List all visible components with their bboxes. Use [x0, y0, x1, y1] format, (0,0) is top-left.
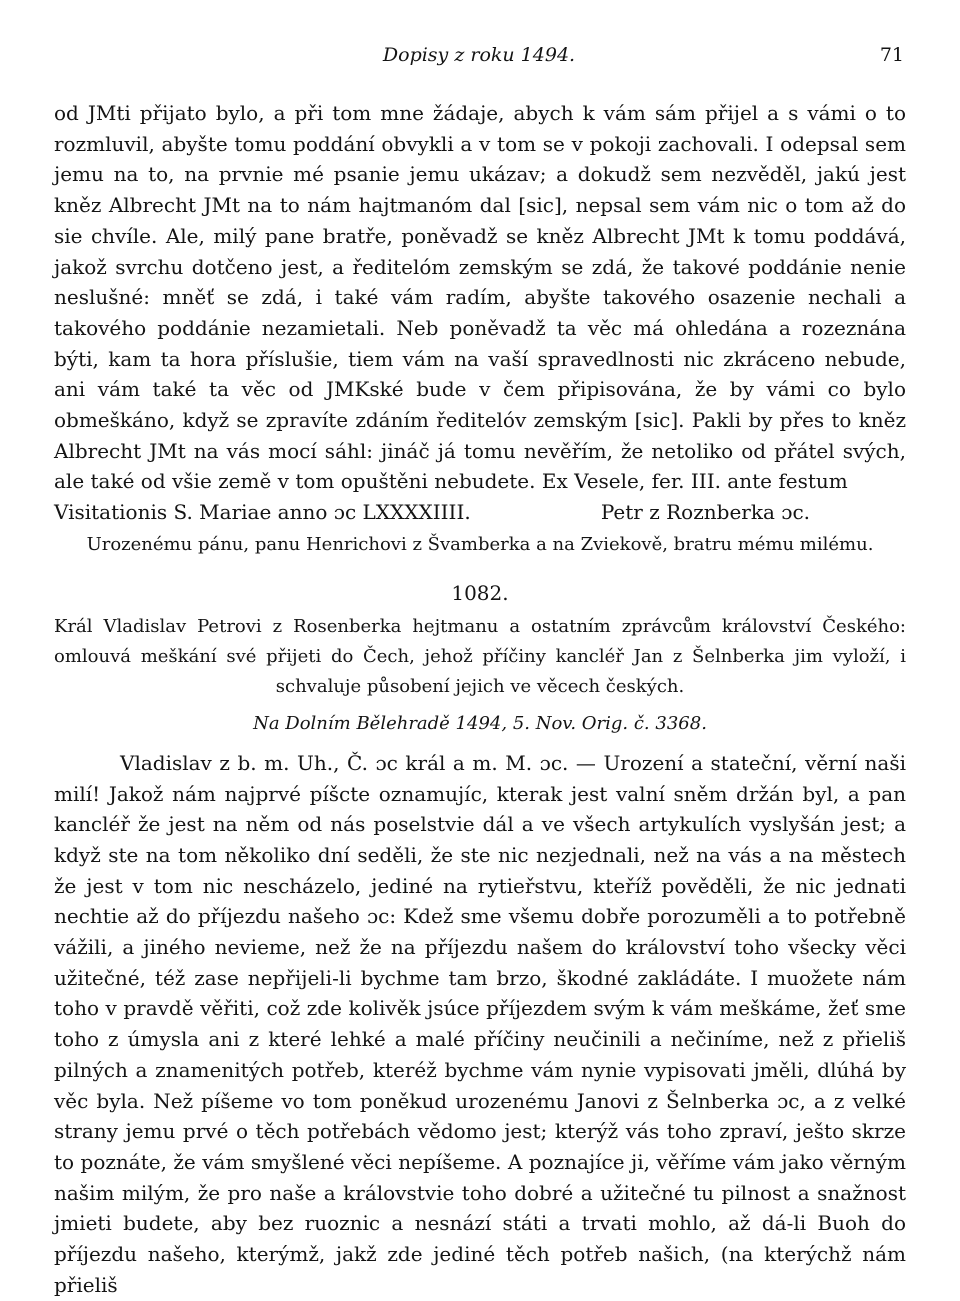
- document-regest: Král Vladislav Petrovi z Rosenberka hejtmanu a ostatním zprávcům království Českého: omlouvá meškání své přijeti do Čech, jehož příčiny kancléř Jan z Šelnberka jim vyloží, i schvaluje působení jejich ve věcech českých.: [54, 615, 906, 697]
- document-source: Na Dolním Bělehradě 1494, 5. Nov. Orig. č. 3368.: [253, 712, 707, 734]
- page-content: [54, 98, 906, 1301]
- letter-1081-signoff: [54, 497, 906, 528]
- document-number: 1082.: [451, 580, 509, 605]
- running-title: Dopisy z roku 1494.: [382, 44, 576, 66]
- letter-1081-closing: Visitationis S. Mariae anno ɔc LXXXXIIII.: [54, 500, 471, 525]
- page-number: 71: [879, 44, 904, 66]
- letter-1082-body: Vladislav z b. m. Uh., Č. ɔc král a m. M. ɔc. — Urození a stateční, věrní naši milí! Jakož nám najprvé píšcte oznamujíc, kterak jest valní sněm držán byl, a pan kancléř že jest na něm od nás poselstvie dál a ve všech artykulích vyslyšán jest; a když ste na tom několiko dní seděli, že ste nic nezjednali, než na vás a na městech že jest v tom nic nescházelo, jediné na rytieřstvu, kteříž pověděli, že nic jednati nechtie až do příjezdu našeho ɔc: Kdež sme všemu dobře porozuměli a to potřebně vážili, a jiného nevieme, než že na příjezdu našem do království toho všecky věci užitečné, též zase nepřijeli-li bychme tam brzo, škodné zakládáte. I muožete nám toho v pravdě věřiti, což zde kolivěk jsúce příjezdem svým k vám meškáme, žeť sme toho z úmysla ani z které lehké a malé příčiny neučinili a nečiníme, než z přieliš pilných a znamenitých potřeb, kteréž bychme vám nynie vypisovati jměli, dlúhá by věc byla. Než píšeme vo tom poněkud urozenému Janovi z Šelnberka ɔc, a z velké strany jemu prvé o těch potřebách vědomo jest; kterýž vás toho zpraví, ješto skrze to poznáte, že vám smyšlené věci nepíšeme. A poznajíce ji, věříme vám jako věrným našim milým, že pro naše a královstvie toho dobré a užitečné tu pilnost a snažnost jmieti budete, aby bez ruoznic a nesnází státi a trvati mohlo, až dá-li Buoh do příjezdu našeho, kterýmž, jakž zde jediné těch potřeb našich, (na kterýchž nám přieliš: [54, 750, 906, 1297]
- letter-1081-paragraph: od JMti přijato bylo, a při tom mne žádaje, abych k vám sám přijel a s vámi o to rozmluvil, abyšte tomu poddání obvykli a v tom se v pokoji zachovali. I odepsal sem jemu na to, na prvnie mé psanie jemu ukázav; a dokudž sem nezvěděl, jakú jest kněz Albrecht JMt na to nám hajtmanóm dal [sic], nepsal sem vám nic o tom až do sie chvíle. Ale, milý pane bratře, poněvadž se kněz Albrecht JMt k tomu poddává, jakož svrchu dotčeno jest, a ředitelóm zemským se zdá, že takové poddánie nenie neslušné: mněť se zdá, i také vám radím, abyšte takového osazenie nechali a takového poddánie nezamietali. Neb poněvadž ta věc má ohledána a rozeznána býti, kam ta hora příslušie, tiem vám na vaší spravedlnosti nic zkráceno nebude, ani vám také ta věc od JMKské bude v čem připisována, že by vámi co bylo obmeškáno, když se zpravíte zdáním ředitelóv zemským [sic]. Pakli by přes to kněz Albrecht JMt na vás mocí sáhl: jináč já tomu nevěřím, že netoliko od přátel svých, ale také od všie země v tom opuštěni nebudete. Ex Vesele, fer. III. ante festum: [54, 101, 906, 494]
- page-header: [54, 44, 904, 74]
- letter-1081-signature: Petr z Roznberka ɔc.: [600, 500, 810, 525]
- letter-1081-address: Urozenému pánu, panu Henrichovi z Švamberka a na Zviekově, bratru mému milému.: [86, 533, 874, 555]
